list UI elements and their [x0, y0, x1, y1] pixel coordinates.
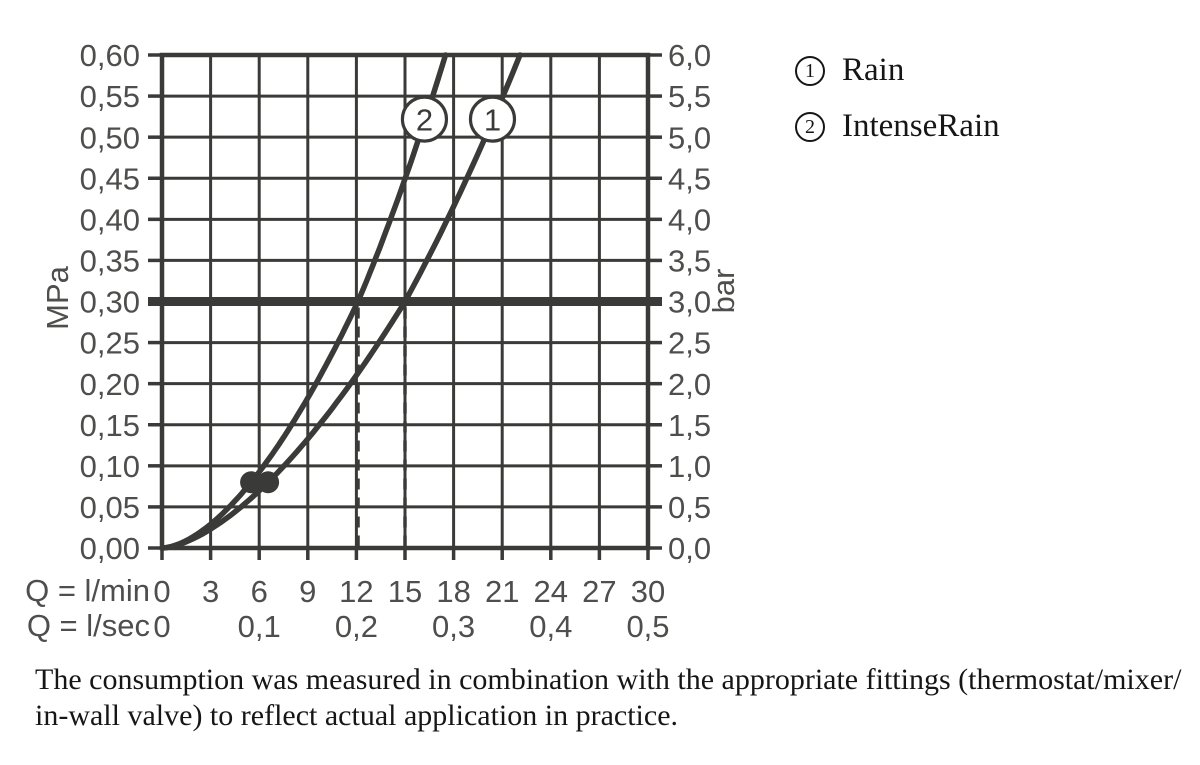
svg-text:0: 0 — [153, 609, 171, 645]
svg-text:2,5: 2,5 — [668, 325, 712, 361]
svg-text:5,5: 5,5 — [668, 79, 712, 115]
svg-text:0,50: 0,50 — [79, 120, 140, 156]
y-left-unit-label: MPa — [40, 266, 75, 330]
svg-text:1,5: 1,5 — [668, 407, 712, 443]
svg-text:12: 12 — [339, 574, 374, 610]
svg-text:18: 18 — [436, 574, 471, 610]
svg-text:0,0: 0,0 — [668, 531, 712, 567]
svg-text:6: 6 — [250, 574, 268, 610]
svg-text:0,35: 0,35 — [79, 243, 140, 279]
svg-text:0,40: 0,40 — [79, 202, 140, 238]
svg-text:0,45: 0,45 — [79, 161, 140, 197]
x-axis-unit-lmin: Q = l/min — [25, 573, 150, 608]
svg-text:0,55: 0,55 — [79, 79, 140, 115]
svg-text:0,15: 0,15 — [79, 407, 140, 443]
svg-text:0,20: 0,20 — [79, 366, 140, 402]
svg-text:0: 0 — [153, 574, 171, 610]
svg-text:5,0: 5,0 — [668, 120, 712, 156]
svg-text:0,4: 0,4 — [529, 609, 573, 645]
svg-text:2,0: 2,0 — [668, 366, 712, 402]
svg-text:9: 9 — [299, 574, 317, 610]
caption-line-2: in-wall valve) to reflect actual application in practice. — [35, 699, 679, 732]
curve-label-number-1: 1 — [483, 102, 502, 138]
svg-text:0,5: 0,5 — [626, 609, 670, 645]
svg-text:0,00: 0,00 — [79, 531, 140, 567]
svg-text:6,0: 6,0 — [668, 38, 712, 74]
svg-text:3: 3 — [201, 574, 220, 610]
svg-text:0,1: 0,1 — [237, 609, 281, 645]
svg-text:21: 21 — [484, 574, 520, 610]
svg-text:0,5: 0,5 — [668, 490, 712, 526]
legend-item-intenserain — [795, 108, 1000, 145]
measure-dot-2 — [257, 471, 279, 493]
svg-text:0,25: 0,25 — [79, 325, 140, 361]
svg-text:3,5: 3,5 — [668, 243, 712, 279]
svg-text:0,3: 0,3 — [432, 609, 476, 645]
svg-text:0,60: 0,60 — [79, 38, 140, 74]
svg-text:4,0: 4,0 — [668, 202, 712, 238]
legend-number-1-icon: 1 — [795, 56, 825, 86]
svg-text:15: 15 — [387, 574, 423, 610]
svg-text:24: 24 — [533, 574, 569, 610]
svg-text:4,5: 4,5 — [668, 161, 712, 197]
y-right-unit-label: bar — [706, 268, 741, 314]
svg-text:0,10: 0,10 — [79, 448, 140, 484]
svg-text:1,0: 1,0 — [668, 448, 712, 484]
caption — [35, 662, 1185, 734]
legend — [795, 52, 1000, 164]
caption-line-1: The consumption was measured in combination with the appropriate fittings (thermostat/mixer/ — [35, 663, 1182, 696]
svg-text:0,05: 0,05 — [79, 490, 140, 526]
curve-label-number-2: 2 — [415, 102, 434, 138]
legend-label-intenserain: IntenseRain — [842, 108, 1000, 144]
legend-label-rain: Rain — [842, 52, 905, 88]
svg-text:0,2: 0,2 — [334, 609, 378, 645]
svg-text:0,30: 0,30 — [79, 284, 140, 320]
legend-number-2-icon: 2 — [795, 112, 825, 142]
legend-item-rain — [795, 52, 1000, 89]
svg-text:3,0: 3,0 — [668, 284, 712, 320]
x-axis-unit-lsec: Q = l/sec — [26, 608, 150, 643]
svg-text:30: 30 — [630, 574, 666, 610]
svg-text:27: 27 — [582, 574, 617, 610]
